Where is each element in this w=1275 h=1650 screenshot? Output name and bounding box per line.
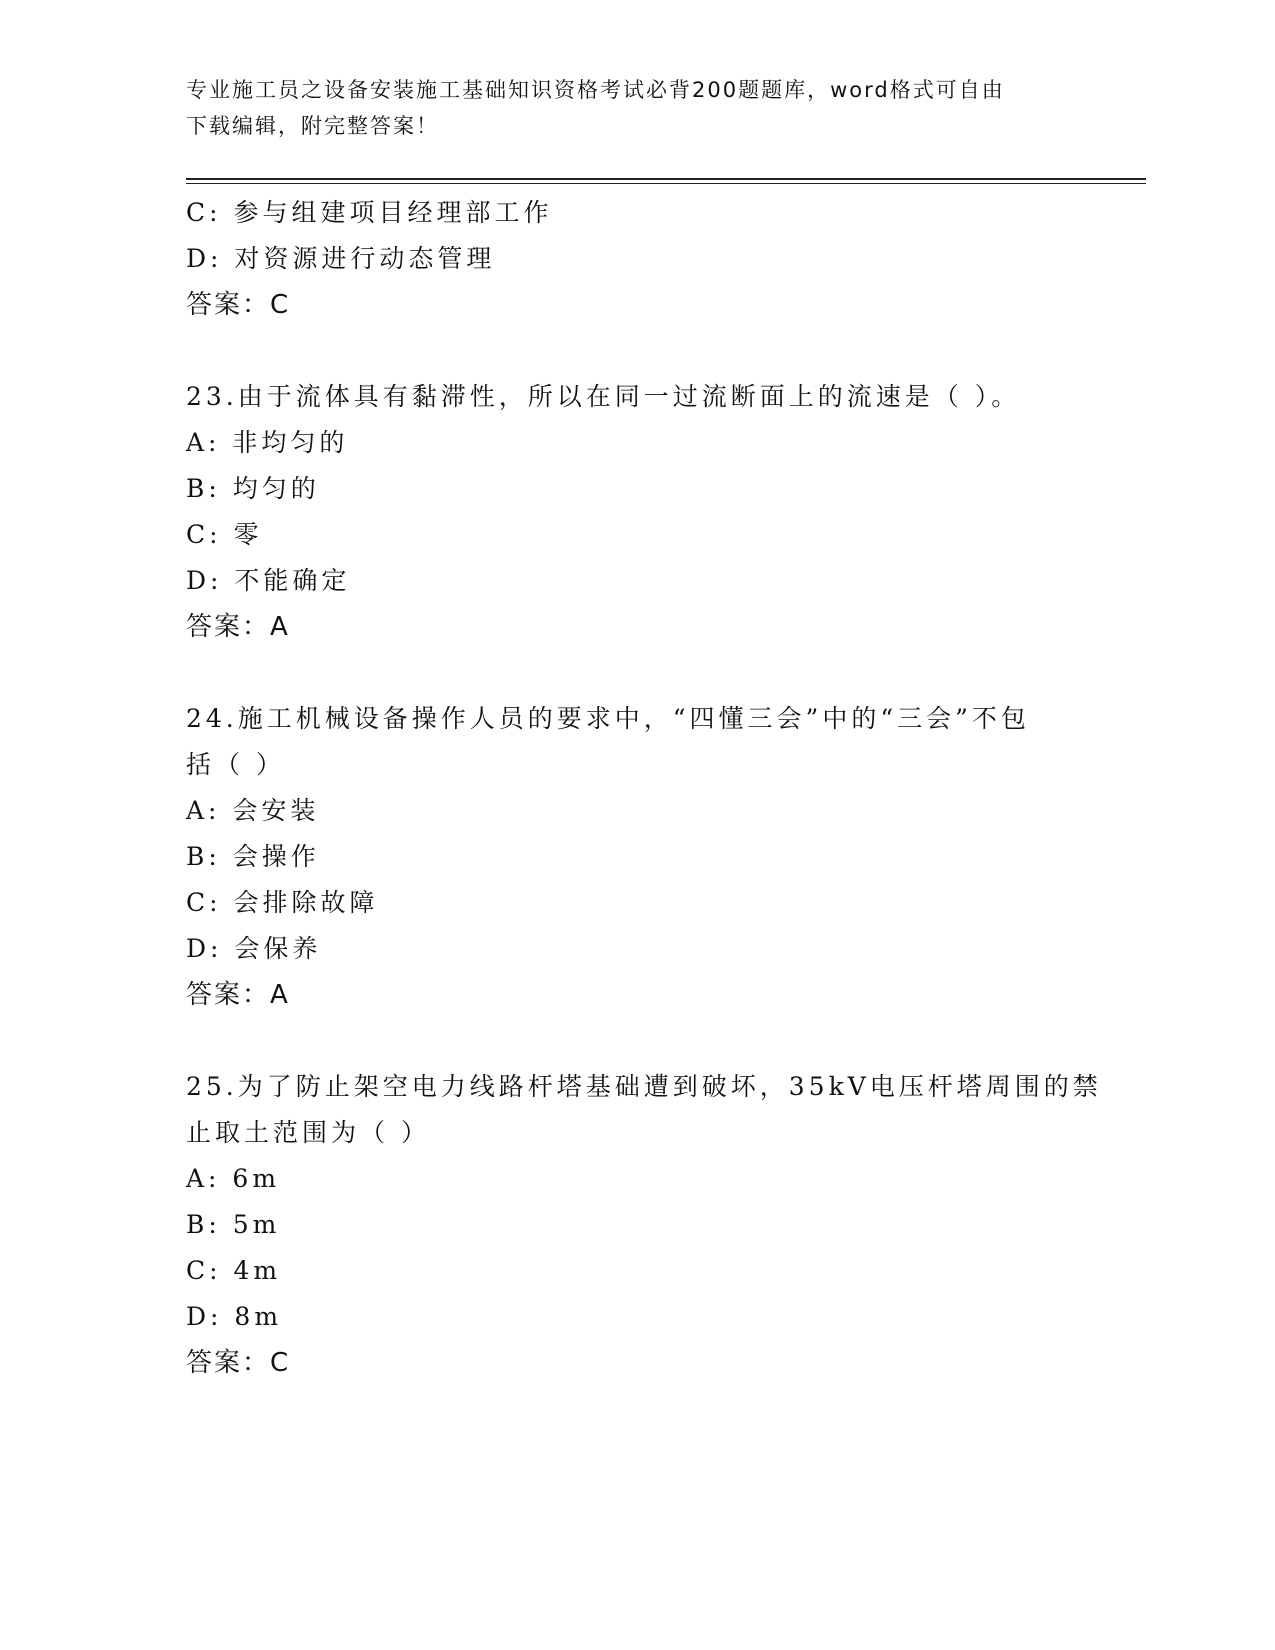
previous-question-tail	[186, 190, 1086, 328]
header-line-1: 专业施工员之设备安装施工基础知识资格考试必背200题题库，word格式可自由	[186, 78, 1005, 102]
question-stem-line-2: 括（ ）	[186, 750, 285, 779]
option-c: C: 零	[186, 520, 263, 549]
question-stem: 23.由于流体具有黏滞性，所以在同一过流断面上的流速是（ ）。	[186, 382, 1021, 411]
option-d: D: 8m	[186, 1302, 283, 1331]
question-stem-line-1: 25.为了防止架空电力线路杆塔基础遭到破坏，35kV电压杆塔周围的禁	[186, 1072, 1102, 1101]
answer-line: 答案：C	[186, 290, 291, 320]
question-stem-line-1: 24.施工机械设备操作人员的要求中，“四懂三会”中的“三会”不包	[186, 704, 1030, 733]
answer-line: 答案：A	[186, 612, 290, 642]
answer-line: 答案：A	[186, 980, 290, 1010]
option-c: C: 会排除故障	[186, 888, 379, 917]
option-a: A: 6m	[186, 1164, 281, 1193]
option-d: D: 会保养	[186, 934, 322, 963]
answer-line: 答案：C	[186, 1348, 291, 1378]
option-b: B: 会操作	[186, 842, 320, 871]
option-a: A: 会安装	[186, 796, 320, 825]
spacer	[186, 328, 1086, 374]
header-divider-thick	[186, 178, 1146, 180]
question-list	[186, 190, 1102, 1386]
question-stem-line-2: 止取土范围为（ ）	[186, 1118, 430, 1147]
option-b: B: 均匀的	[186, 474, 320, 503]
spacer	[186, 1018, 1086, 1064]
option-d: D: 不能确定	[186, 566, 351, 595]
option-d: D: 对资源进行动态管理	[186, 244, 496, 273]
option-a: A: 非均匀的	[186, 428, 349, 457]
question-25	[186, 1064, 1102, 1386]
option-c: C: 4m	[186, 1256, 282, 1285]
spacer	[186, 650, 1086, 696]
header-line-2: 下载编辑，附完整答案！	[186, 114, 439, 138]
option-b: B: 5m	[186, 1210, 281, 1239]
question-24	[186, 696, 1086, 1018]
document-header	[186, 72, 1066, 144]
option-c: C: 参与组建项目经理部工作	[186, 198, 553, 227]
question-23	[186, 374, 1086, 650]
header-divider-thin	[186, 183, 1146, 184]
